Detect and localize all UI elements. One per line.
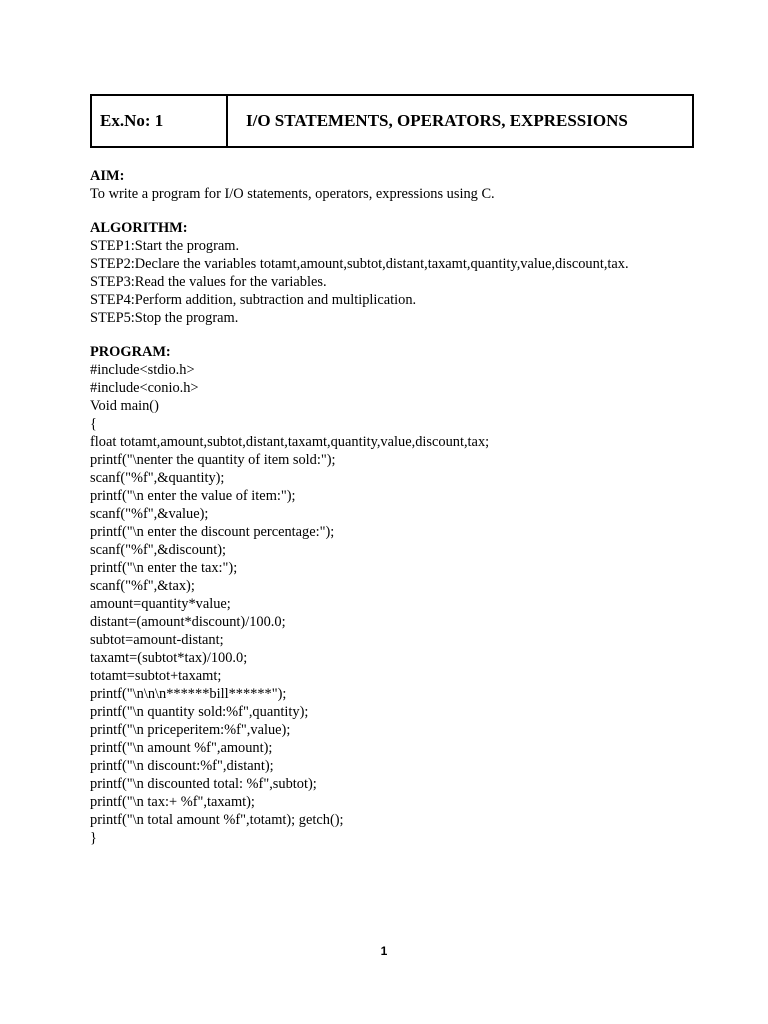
aim-heading: AIM: xyxy=(90,168,125,184)
code-line: float totamt,amount,subtot,distant,taxamt,quantity,value,discount,tax; xyxy=(90,434,490,450)
code-line: printf("\n enter the value of item:"); xyxy=(90,488,296,504)
algorithm-step: STEP3:Read the values for the variables. xyxy=(90,274,327,290)
program-code xyxy=(90,361,710,847)
document-body xyxy=(90,167,710,847)
code-line: taxamt=(subtot*tax)/100.0; xyxy=(90,650,248,666)
code-line: printf("\n discounted total: %f",subtot); xyxy=(90,776,317,792)
code-line: } xyxy=(90,830,97,846)
code-line: #include<stdio.h> xyxy=(90,362,195,378)
exercise-header-table xyxy=(90,94,694,148)
algorithm-step: STEP2:Declare the variables totamt,amount,subtot,distant,taxamt,quantity,value,discount,tax. xyxy=(90,256,629,272)
code-line: printf("\n discount:%f",distant); xyxy=(90,758,274,774)
code-line: printf("\n tax:+ %f",taxamt); xyxy=(90,794,255,810)
code-line: scanf("%f",&tax); xyxy=(90,578,195,594)
code-line: printf("\n enter the tax:"); xyxy=(90,560,238,576)
code-line: printf("\n total amount %f",totamt); getch(); xyxy=(90,812,344,828)
code-line: scanf("%f",&value); xyxy=(90,506,209,522)
code-line: scanf("%f",&discount); xyxy=(90,542,227,558)
exercise-title: I/O STATEMENTS, OPERATORS, EXPRESSIONS xyxy=(246,111,628,130)
code-line: scanf("%f",&quantity); xyxy=(90,470,225,486)
code-line: totamt=subtot+taxamt; xyxy=(90,668,222,684)
code-line: #include<conio.h> xyxy=(90,380,199,396)
algorithm-steps xyxy=(90,237,710,327)
code-line: printf("\n enter the discount percentage:"); xyxy=(90,524,335,540)
algorithm-step: STEP5:Stop the program. xyxy=(90,310,239,326)
code-line: printf("\n\n\n******bill******"); xyxy=(90,686,287,702)
code-line: distant=(amount*discount)/100.0; xyxy=(90,614,286,630)
code-line: Void main() xyxy=(90,398,159,414)
program-heading: PROGRAM: xyxy=(90,344,171,360)
algorithm-heading: ALGORITHM: xyxy=(90,220,188,236)
page-number: 1 xyxy=(380,944,388,958)
exercise-number: Ex.No: 1 xyxy=(92,96,228,146)
aim-text: To write a program for I/O statements, operators, expressions using C. xyxy=(90,186,495,202)
algorithm-step: STEP1:Start the program. xyxy=(90,238,240,254)
code-line: amount=quantity*value; xyxy=(90,596,231,612)
algorithm-step: STEP4:Perform addition, subtraction and multiplication. xyxy=(90,292,417,308)
code-line: printf("\n priceperitem:%f",value); xyxy=(90,722,291,738)
code-line: printf("\n quantity sold:%f",quantity); xyxy=(90,704,309,720)
code-line: printf("\nenter the quantity of item sold:"); xyxy=(90,452,336,468)
code-line: subtot=amount-distant; xyxy=(90,632,224,648)
code-line: { xyxy=(90,416,97,432)
code-line: printf("\n amount %f",amount); xyxy=(90,740,273,756)
